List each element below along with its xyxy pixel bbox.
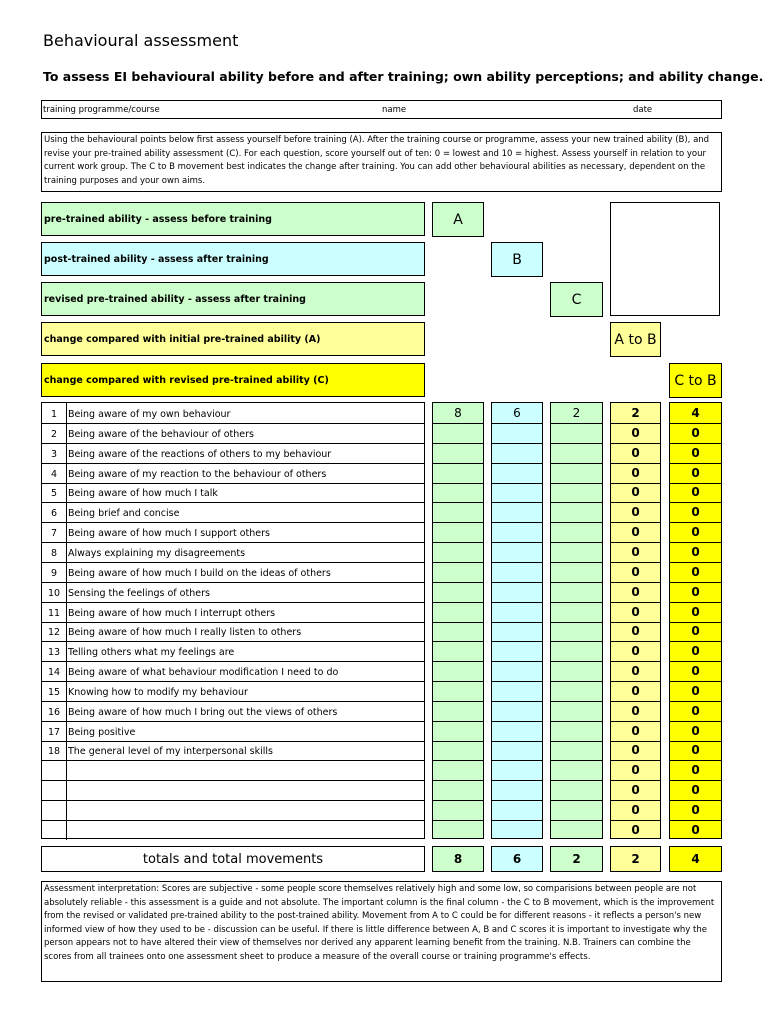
score-a-to-b-cell: 0: [611, 463, 660, 484]
score-b-cell[interactable]: [492, 463, 542, 484]
score-a-cell[interactable]: [433, 482, 483, 503]
item-number: 14: [42, 661, 67, 681]
score-a-to-b-cell: 0: [611, 562, 660, 583]
list-item: [42, 701, 424, 722]
item-number: 8: [42, 542, 67, 562]
instructions: Using the behavioural points below first assess yourself before training (A). After the training course or programme, assess your new trained ability (B), and revise your pre-trained ability assessment (C). For each question, score yourself out of ten: 0 = lowest and 10 = highest. Assess yourself in relation to your current work group. The C to B movement best indicates the change after training. You can add other behavioural abilities as necessary, dependent on the training purposes and your own aims.: [41, 132, 722, 192]
score-a-cell[interactable]: [433, 542, 483, 563]
key-c-to-b: C to B: [669, 363, 722, 398]
score-c-cell[interactable]: [551, 760, 602, 781]
item-label: Being brief and concise: [68, 508, 180, 520]
item-number: 1: [42, 403, 67, 423]
score-a-to-b-cell: 0: [611, 621, 660, 642]
list-item: [42, 661, 424, 682]
item-label: Always explaining my disagreements: [68, 547, 246, 559]
score-c-cell[interactable]: [551, 721, 602, 742]
score-a-cell[interactable]: [433, 443, 483, 464]
score-a-cell[interactable]: [433, 760, 483, 781]
item-number: 11: [42, 602, 67, 622]
course-label[interactable]: training programme/course: [43, 105, 160, 115]
score-a-cell[interactable]: [433, 681, 483, 702]
item-number: 9: [42, 562, 67, 582]
list-item: [42, 760, 424, 781]
score-c-cell[interactable]: [551, 502, 602, 523]
score-b-cell[interactable]: [492, 740, 542, 761]
list-item: [42, 522, 424, 543]
score-a-to-b-cell: 0: [611, 641, 660, 662]
score-c-cell[interactable]: [551, 582, 602, 603]
score-b-cell[interactable]: [492, 602, 542, 623]
key-a-to-b: A to B: [610, 322, 661, 357]
score-b-cell[interactable]: [492, 621, 542, 642]
score-c-cell[interactable]: [551, 701, 602, 722]
item-label: Being aware of how much I interrupt others: [68, 607, 276, 619]
score-a-to-b-cell: 0: [611, 423, 660, 444]
score-c-to-b-cell: 0: [670, 641, 721, 662]
item-number: 10: [42, 582, 67, 602]
score-c-cell[interactable]: [551, 780, 602, 801]
item-label: Being aware of my reaction to the behaviour of others: [68, 468, 327, 480]
score-a-to-b-cell: 0: [611, 542, 660, 563]
total-b: 6: [491, 846, 543, 872]
score-a-cell[interactable]: [433, 502, 483, 523]
score-b-cell[interactable]: [492, 641, 542, 662]
score-a-cell[interactable]: [433, 423, 483, 444]
score-a-cell[interactable]: 8: [433, 403, 483, 424]
score-a-cell[interactable]: [433, 721, 483, 742]
score-c-cell[interactable]: [551, 621, 602, 642]
item-number: 2: [42, 423, 67, 443]
score-c-to-b-cell: 0: [691, 822, 700, 837]
score-b-cell[interactable]: [492, 820, 542, 840]
total-a-to-b: 2: [610, 846, 661, 872]
date-label[interactable]: date: [633, 105, 653, 115]
score-c-to-b-cell: 0: [670, 542, 721, 563]
score-c-cell[interactable]: [551, 562, 602, 583]
score-c-to-b-cell: 0: [670, 740, 721, 761]
score-a-cell[interactable]: [433, 820, 483, 840]
score-a-cell[interactable]: [433, 641, 483, 662]
list-item: [42, 721, 424, 742]
score-b-cell[interactable]: [492, 522, 542, 543]
list-item: [42, 641, 424, 662]
item-number: 18: [42, 740, 67, 760]
score-b-cell[interactable]: [492, 780, 542, 801]
score-c-to-b-cell: 0: [670, 661, 721, 682]
behaviour-list: [41, 402, 425, 839]
score-b-cell[interactable]: [492, 701, 542, 722]
score-c-to-b-cell: 0: [670, 423, 721, 444]
assessment-interpretation: Assessment interpretation: Scores are subjective - some people score themselves relatively high and some low, so comparisions between people are not absolutely reliable - this assessment is a guide and not absolute. The important column is the final column - the C to B movement, which is the improvement from the revised or validated pre-trained ability to the post-trained ability. Movement from A to C could be for different reasons - it reflects a person's new informed view of how they used to be - discussion can be useful. If there is little difference between A, B and C scores it is important to investigate why the person appears not to have altered their view of themselves nor derived any apparent learning benefit from the training. N.B. Trainers can combine the scores from all trainees onto one assessment sheet to produce a measure of the overall course or training programme's effects.: [41, 881, 722, 982]
total-c-to-b: 4: [669, 846, 722, 872]
score-a-to-b-cell: 0: [611, 582, 660, 603]
score-c-to-b-cell: 0: [670, 582, 721, 603]
score-c-cell[interactable]: [551, 443, 602, 464]
item-number: [42, 780, 67, 800]
item-label: The general level of my interpersonal skills: [68, 746, 273, 758]
item-number: 4: [42, 463, 67, 483]
item-number: 13: [42, 641, 67, 661]
column-a: [432, 402, 484, 839]
score-a-to-b-cell: 0: [611, 482, 660, 503]
score-a-cell[interactable]: [433, 800, 483, 821]
item-label: Sensing the feelings of others: [68, 587, 210, 599]
legend-post-trained: post-trained ability - assess after training: [41, 242, 425, 276]
score-c-to-b-cell: 0: [670, 681, 721, 702]
score-b-cell[interactable]: [492, 443, 542, 464]
key-a: A: [432, 202, 484, 237]
legend-change-initial: change compared with initial pre-trained ability (A): [41, 322, 425, 356]
item-number: 16: [42, 701, 67, 721]
score-a-cell[interactable]: [433, 661, 483, 682]
item-label: Being aware of how much I support others: [68, 528, 270, 540]
item-number: [42, 820, 67, 840]
item-label: Being aware of what behaviour modification I need to do: [68, 667, 339, 679]
score-b-cell[interactable]: [492, 562, 542, 583]
score-b-cell[interactable]: [492, 760, 542, 781]
item-number: 5: [42, 482, 67, 502]
totals-label: totals and total movements: [41, 846, 425, 872]
list-item: [42, 602, 424, 623]
score-a-to-b-cell: 0: [631, 822, 640, 837]
list-item: [42, 443, 424, 464]
score-a-to-b-cell: 0: [611, 701, 660, 722]
list-item: [42, 820, 424, 840]
item-number: 3: [42, 443, 67, 463]
legend-pre-trained: pre-trained ability - assess before training: [41, 202, 425, 236]
item-number: [42, 800, 67, 820]
item-number: 12: [42, 621, 67, 641]
score-c-cell[interactable]: [551, 800, 602, 821]
list-item: [42, 740, 424, 761]
score-c-cell[interactable]: [551, 423, 602, 444]
score-c-cell[interactable]: [551, 641, 602, 662]
list-item: [42, 542, 424, 563]
list-item: [42, 463, 424, 484]
score-a-cell[interactable]: [433, 562, 483, 583]
item-label: Being aware of how much I really listen to others: [68, 627, 302, 639]
score-c-cell[interactable]: [551, 463, 602, 484]
score-c-to-b-cell: 0: [670, 502, 721, 523]
item-label: Being aware of my own behaviour: [68, 409, 231, 420]
score-a-to-b-cell: 0: [611, 800, 660, 821]
item-label: Knowing how to modify my behaviour: [68, 686, 248, 698]
list-item: [42, 800, 424, 821]
score-c-cell[interactable]: [551, 681, 602, 702]
score-b-cell[interactable]: [492, 661, 542, 682]
key-b: B: [491, 242, 543, 277]
score-a-cell[interactable]: [433, 740, 483, 761]
legend-revised: revised pre-trained ability - assess after training: [41, 282, 425, 316]
score-b-cell[interactable]: [492, 502, 542, 523]
score-c-cell[interactable]: [551, 602, 602, 623]
score-b-cell[interactable]: [492, 800, 542, 821]
score-a-to-b-cell: 0: [611, 502, 660, 523]
score-c-to-b-cell: 0: [670, 780, 721, 801]
score-a-to-b-cell: 0: [611, 780, 660, 801]
score-a-cell[interactable]: [433, 582, 483, 603]
score-c-to-b-cell: 0: [670, 482, 721, 503]
score-c-cell[interactable]: [551, 740, 602, 761]
score-a-cell[interactable]: [433, 522, 483, 543]
item-number: 17: [42, 721, 67, 741]
score-c-to-b-cell: 0: [670, 760, 721, 781]
total-a: 8: [432, 846, 484, 872]
item-label: Being positive: [68, 726, 136, 738]
score-c-to-b-cell: 4: [670, 403, 721, 424]
score-c-cell[interactable]: [551, 820, 602, 840]
score-a-to-b-cell: 0: [611, 443, 660, 464]
score-c-to-b-cell: 0: [670, 701, 721, 722]
score-c-to-b-cell: 0: [670, 463, 721, 484]
item-label: Being aware of the reactions of others to my behaviour: [68, 448, 332, 460]
list-item: [42, 482, 424, 503]
page-subtitle: To assess EI behavioural ability before and after training; own ability perceptions; and ability change.: [43, 69, 764, 84]
score-a-to-b-cell: 0: [611, 522, 660, 543]
column-a-to-b: [610, 402, 661, 839]
score-a-to-b-cell: 0: [611, 721, 660, 742]
score-c-to-b-cell: 0: [670, 721, 721, 742]
list-item: [42, 423, 424, 444]
score-a-cell[interactable]: [433, 780, 483, 801]
score-b-cell[interactable]: [492, 721, 542, 742]
score-c-to-b-cell: 0: [670, 443, 721, 464]
column-c: [550, 402, 603, 839]
column-c-to-b: [669, 402, 722, 839]
score-a-to-b-cell: 0: [611, 740, 660, 761]
score-c-cell[interactable]: [551, 542, 602, 563]
score-b-cell[interactable]: [492, 681, 542, 702]
score-b-cell[interactable]: [492, 582, 542, 603]
list-item: [42, 780, 424, 801]
score-a-to-b-cell: 0: [611, 681, 660, 702]
name-label[interactable]: name: [382, 105, 407, 115]
total-c: 2: [550, 846, 603, 872]
score-a-cell[interactable]: [433, 701, 483, 722]
score-c-to-b-cell: 0: [670, 522, 721, 543]
list-item: [42, 502, 424, 523]
score-a-to-b-cell: 0: [611, 760, 660, 781]
score-b-cell[interactable]: [492, 482, 542, 503]
item-label: Being aware of how much I build on the ideas of others: [68, 567, 331, 579]
score-a-cell[interactable]: [433, 602, 483, 623]
score-c-to-b-cell: 0: [670, 621, 721, 642]
score-a-to-b-cell: 0: [611, 661, 660, 682]
item-label: Being aware of the behaviour of others: [68, 428, 255, 440]
list-item: [42, 681, 424, 702]
item-label: Being aware of how much I talk: [68, 488, 218, 500]
score-a-to-b-cell: 2: [611, 403, 660, 424]
details-row: [41, 100, 722, 119]
score-c-to-b-cell: 0: [670, 602, 721, 623]
score-a-cell[interactable]: [433, 463, 483, 484]
column-b: [491, 402, 543, 839]
blank-box: [610, 202, 720, 316]
key-c: C: [550, 282, 603, 317]
list-item: [42, 403, 424, 424]
score-c-cell[interactable]: 2: [551, 403, 602, 424]
item-label: Being aware of how much I bring out the views of others: [68, 706, 338, 718]
score-c-to-b-cell: 0: [670, 800, 721, 821]
score-b-cell[interactable]: 6: [492, 403, 542, 424]
page-title: Behavioural assessment: [43, 31, 239, 50]
item-number: 6: [42, 502, 67, 522]
score-c-cell[interactable]: [551, 482, 602, 503]
item-number: 15: [42, 681, 67, 701]
list-item: [42, 562, 424, 583]
legend-change-revised: change compared with revised pre-trained ability (C): [41, 363, 425, 397]
score-c-cell[interactable]: [551, 661, 602, 682]
list-item: [42, 621, 424, 642]
item-number: [42, 760, 67, 780]
score-c-to-b-cell: 0: [670, 562, 721, 583]
item-label: Telling others what my feelings are: [68, 647, 235, 659]
score-b-cell[interactable]: [492, 423, 542, 444]
score-b-cell[interactable]: [492, 542, 542, 563]
score-a-cell[interactable]: [433, 621, 483, 642]
list-item: [42, 582, 424, 603]
score-c-cell[interactable]: [551, 522, 602, 543]
score-a-to-b-cell: 0: [611, 602, 660, 623]
item-number: 7: [42, 522, 67, 542]
